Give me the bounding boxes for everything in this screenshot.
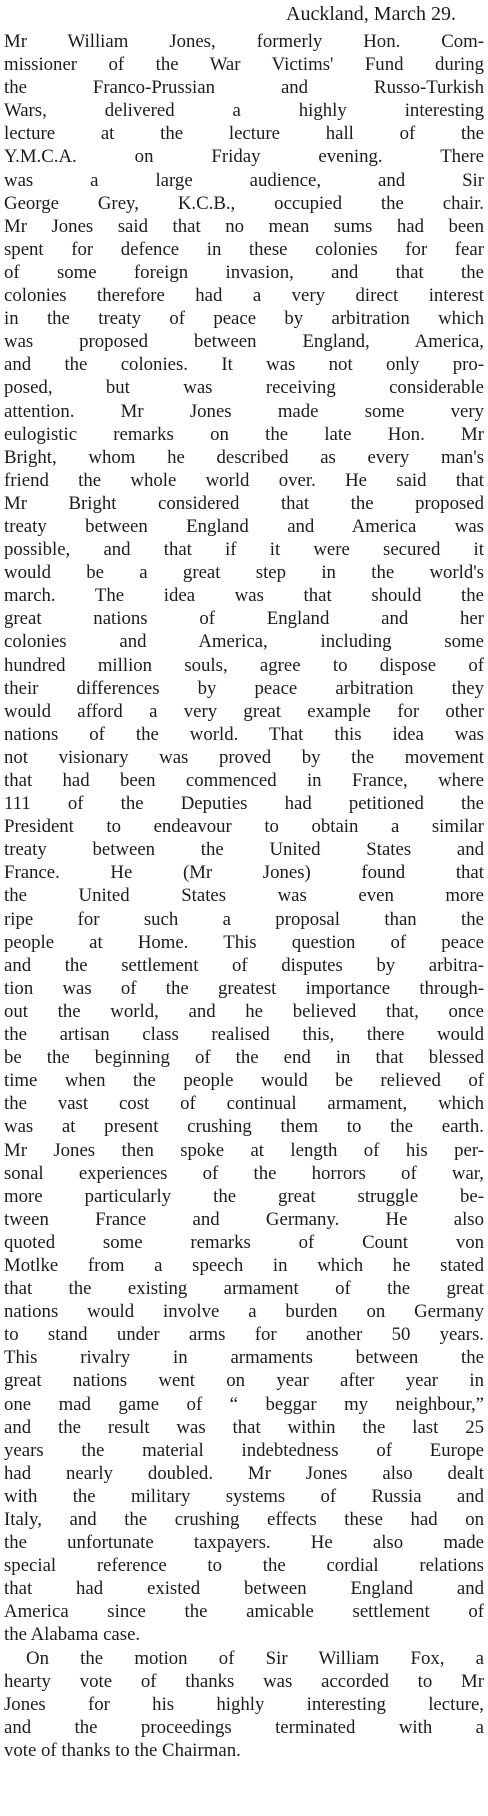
text-line: would be a great step in the world's bbox=[4, 562, 484, 584]
text-line: out the world, and he believed that, once bbox=[4, 1000, 484, 1022]
text-line: lecture at the lecture hall of the bbox=[4, 123, 484, 145]
text-line: President to endeavour to obtain a similar bbox=[4, 816, 484, 838]
text-line: the Franco-Prussian and Russo-Turkish bbox=[4, 77, 484, 99]
text-line: to stand under arms for another 50 years. bbox=[4, 1324, 484, 1346]
text-line: hundred million souls, agree to dispose of bbox=[4, 654, 484, 676]
text-line: quoted some remarks of Count von bbox=[4, 1231, 484, 1253]
text-line: not visionary was proved by the movement bbox=[4, 746, 484, 768]
text-line: Jones for his highly interesting lecture, bbox=[4, 1693, 484, 1715]
text-line: and the result was that within the last 25 bbox=[4, 1416, 484, 1438]
text-line: colonies therefore had a very direct interest bbox=[4, 285, 484, 307]
text-line: the Alabama case. bbox=[4, 1624, 141, 1646]
text-line: march. The idea was that should the bbox=[4, 585, 484, 607]
text-line: years the material indebtedness of Europe bbox=[4, 1439, 484, 1461]
text-line: Bright, whom he described as every man's bbox=[4, 446, 484, 468]
text-line: nations would involve a burden on Germany bbox=[4, 1301, 484, 1323]
text-line: special reference to the cordial relations bbox=[4, 1555, 484, 1577]
text-line: spent for defence in these colonies for fear bbox=[4, 238, 484, 260]
text-line: vote of thanks to the Chairman. bbox=[4, 1739, 241, 1761]
text-line: the unfortunate taxpayers. He also made bbox=[4, 1532, 484, 1554]
text-line: one mad game of “ beggar my neighbour,” bbox=[4, 1393, 484, 1415]
text-line: On the motion of Sir William Fox, a bbox=[26, 1647, 484, 1669]
text-line: Motlke from a speech in which he stated bbox=[4, 1254, 484, 1276]
text-line: Y.M.C.A. on Friday evening. There bbox=[4, 146, 484, 168]
text-line: would afford a very great example for other bbox=[4, 700, 484, 722]
text-line: and the colonies. It was not only pro- bbox=[4, 354, 484, 376]
article-body bbox=[4, 30, 484, 1762]
text-line: hearty vote of thanks was accorded to Mr bbox=[4, 1670, 484, 1692]
text-line: ripe for such a proposal than the bbox=[4, 908, 484, 930]
text-line: treaty between England and America was bbox=[4, 515, 484, 537]
text-line: the artisan class realised this, there would bbox=[4, 1024, 484, 1046]
text-line: colonies and America, including some bbox=[4, 631, 484, 653]
text-line: nations of the world. That this idea was bbox=[4, 723, 484, 745]
text-line: France. He (Mr Jones) found that bbox=[4, 862, 484, 884]
text-line: that the existing armament of the great bbox=[4, 1278, 484, 1300]
text-line: America since the amicable settlement of bbox=[4, 1601, 484, 1623]
text-line: friend the whole world over. He said that bbox=[4, 469, 484, 491]
text-line: great nations went on year after year in bbox=[4, 1370, 484, 1392]
text-line: the vast cost of continual armament, which bbox=[4, 1093, 484, 1115]
text-line: with the military systems of Russia and bbox=[4, 1485, 484, 1507]
text-line: tion was of the greatest importance through- bbox=[4, 977, 484, 999]
paragraph-vote-of-thanks bbox=[4, 1647, 484, 1762]
text-line: their differences by peace arbitration they bbox=[4, 677, 484, 699]
text-line: posed, but was receiving considerable bbox=[4, 377, 484, 399]
text-line: Mr Jones said that no mean sums had been bbox=[4, 215, 484, 237]
text-line: 111 of the Deputies had petitioned the bbox=[4, 793, 484, 815]
text-line: that had existed between England and bbox=[4, 1578, 484, 1600]
text-line: was a large audience, and Sir bbox=[4, 169, 484, 191]
text-line: eulogistic remarks on the late Hon. Mr bbox=[4, 423, 484, 445]
dateline: Auckland, March 29. bbox=[286, 3, 456, 25]
text-line: that had been commenced in France, where bbox=[4, 770, 484, 791]
text-line: George Grey, K.C.B., occupied the chair. bbox=[4, 192, 484, 214]
text-line: and the proceedings terminated with a bbox=[4, 1716, 484, 1738]
text-line: possible, and that if it were secured it bbox=[4, 539, 484, 561]
text-line: Mr Jones then spoke at length of his per- bbox=[4, 1139, 484, 1161]
text-line: had nearly doubled. Mr Jones also dealt bbox=[4, 1462, 484, 1484]
text-line: the United States was even more bbox=[4, 885, 484, 907]
text-line: time when the people would be relieved of bbox=[4, 1070, 484, 1092]
text-line: Wars, delivered a highly interesting bbox=[4, 100, 484, 122]
text-line: Mr William Jones, formerly Hon. Com- bbox=[4, 31, 484, 52]
text-line: treaty between the United States and bbox=[4, 839, 484, 861]
text-line: people at Home. This question of peace bbox=[4, 931, 484, 953]
text-line: was at present crushing them to the earth. bbox=[4, 1116, 484, 1138]
text-line: and the settlement of disputes by arbitra- bbox=[4, 954, 484, 976]
text-line: in the treaty of peace by arbitration which bbox=[4, 308, 484, 330]
text-line: This rivalry in armaments between the bbox=[4, 1347, 484, 1369]
text-line: of some foreign invasion, and that the bbox=[4, 261, 484, 283]
text-line: be the beginning of the end in that blessed bbox=[4, 1047, 484, 1069]
text-line: great nations of England and her bbox=[4, 608, 484, 630]
text-line: was proposed between England, America, bbox=[4, 331, 484, 353]
paragraph-lecture bbox=[4, 30, 484, 1647]
text-line: tween France and Germany. He also bbox=[4, 1208, 484, 1230]
text-line: missioner of the War Victims' Fund during bbox=[4, 54, 484, 76]
text-line: sonal experiences of the horrors of war, bbox=[4, 1162, 484, 1184]
text-line: Mr Bright considered that the proposed bbox=[4, 492, 484, 514]
text-line: Italy, and the crushing effects these had on bbox=[4, 1509, 484, 1530]
text-line: attention. Mr Jones made some very bbox=[4, 400, 484, 422]
text-line: more particularly the great struggle be- bbox=[4, 1185, 484, 1207]
